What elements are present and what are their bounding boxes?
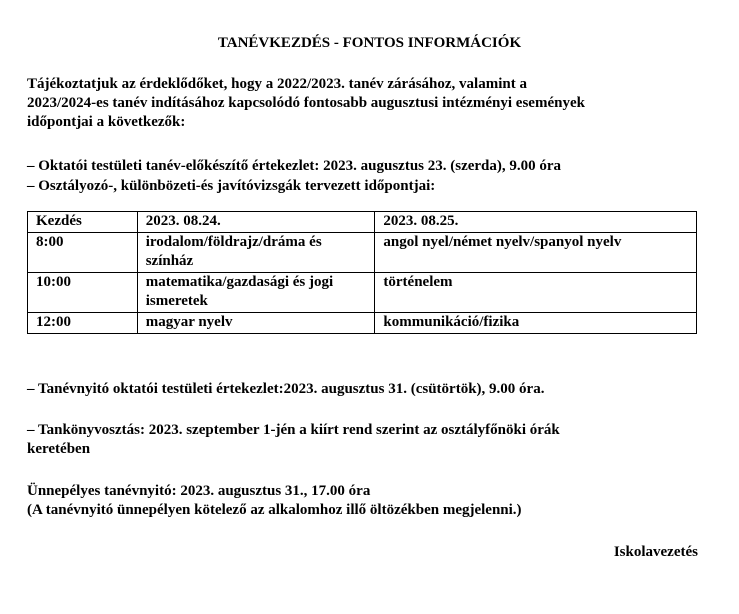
opening-staff-meeting: – Tanévnyitó oktatói testületi értekezlet:2023. augusztus 31. (csütörtök), 9.00 óra. (27, 381, 545, 397)
table-row (28, 233, 697, 273)
table-header-row (28, 212, 697, 233)
table-row (28, 313, 697, 334)
ceremony-line: Ünnepélyes tanévnyitó: 2023. augusztus 31., 17.00 óra (27, 483, 371, 499)
textbook-line: – Tankönyvosztás: 2023. szeptember 1-jén a kiírt rend szerint az osztályfőnöki órák (27, 422, 560, 438)
intro-paragraph (27, 75, 585, 132)
cell-day1: magyar nyelv (137, 313, 375, 334)
page-title: TANÉVKEZDÉS - FONTOS INFORMÁCIÓK (217, 35, 522, 51)
signature: Iskolavezetés (613, 544, 698, 560)
cell-day2: kommunikáció/fizika (375, 313, 697, 334)
staff-meeting-prep: – Oktatói testületi tanév-előkészítő értekezlet: 2023. augusztus 23. (szerda), 9.00 óra (27, 158, 562, 174)
header-day2: 2023. 08.25. (375, 212, 697, 233)
textbook-line: keretében (27, 441, 91, 457)
cell-time: 8:00 (28, 233, 138, 273)
intro-line: 2023/2024-es tanév indításához kapcsolódó fontosabb augusztusi intézményi események (27, 95, 585, 111)
cell-time: 10:00 (28, 273, 138, 313)
cell-day2: történelem (375, 273, 697, 313)
header-start: Kezdés (28, 212, 138, 233)
intro-line: időpontjai a következők: (27, 114, 186, 130)
textbook-distribution (27, 421, 560, 459)
intro-line: Tájékoztatjuk az érdeklődőket, hogy a 2022/2023. tanév zárásához, valamint a (27, 76, 527, 92)
table-row (28, 273, 697, 313)
header-day1: 2023. 08.24. (137, 212, 375, 233)
cell-day1: matematika/gazdasági és jogi ismeretek (137, 273, 375, 313)
exams-heading: – Osztályozó-, különbözeti-és javítóvizsgák tervezett időpontjai: (27, 178, 436, 194)
exam-schedule-table (27, 211, 697, 334)
ceremony-note: (A tanévnyitó ünnepélyen kötelező az alkalomhoz illő öltözékben megjelenni.) (27, 502, 522, 518)
cell-day1: irodalom/földrajz/dráma és színház (137, 233, 375, 273)
cell-time: 12:00 (28, 313, 138, 334)
cell-day2: angol nyel/német nyelv/spanyol nyelv (375, 233, 697, 273)
opening-ceremony (27, 482, 522, 520)
